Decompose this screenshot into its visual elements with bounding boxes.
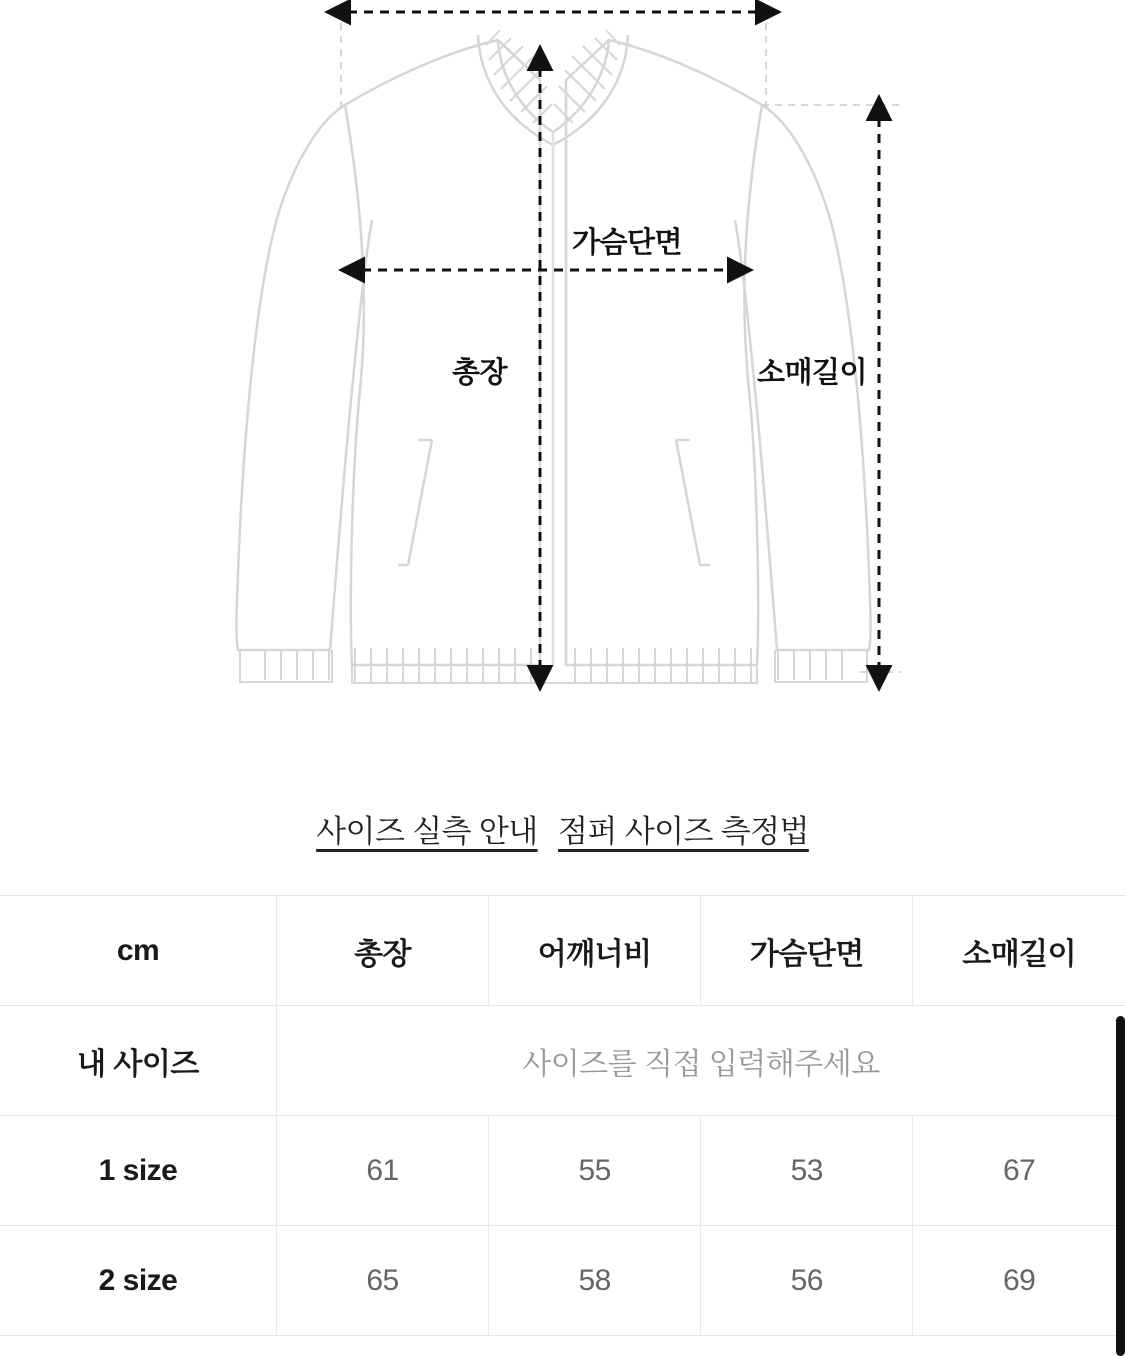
size-1-sleeve: 67 [913,1116,1125,1226]
diagram-label-total-length: 총장 [452,357,508,389]
size-2-chest: 56 [701,1226,913,1336]
table-header-row [0,896,1125,1006]
size-table [0,895,1125,1336]
size-2-sleeve: 69 [913,1226,1125,1336]
jumper-measure-link[interactable]: 점퍼 사이즈 측정법 [558,814,809,849]
measurement-arrow [348,12,879,668]
diagram-label-chest: 가슴단면 [572,227,683,259]
my-size-row [0,1006,1125,1116]
size-1-total-length: 61 [277,1116,489,1226]
guide-links [0,760,1125,895]
my-size-input[interactable]: 사이즈를 직접 입력해주세요 [277,1006,1125,1116]
size-2-shoulder: 58 [489,1226,701,1336]
table-row [0,1116,1125,1226]
table-row [0,1226,1125,1336]
size-row-label-2: 2 size [0,1226,277,1336]
my-size-label: 내 사이즈 [0,1006,277,1116]
table-header-total-length: 총장 [277,896,489,1006]
table-header-chest: 가슴단면 [701,896,913,1006]
size-1-chest: 53 [701,1116,913,1226]
table-header-sleeve: 소매길이 [913,896,1125,1006]
size-1-shoulder: 55 [489,1116,701,1226]
table-header-shoulder: 어깨너비 [489,896,701,1006]
scrollbar[interactable] [1116,1016,1125,1356]
diagram-label-sleeve-length: 소매길이 [757,357,868,389]
size-2-total-length: 65 [277,1226,489,1336]
table-header-unit: cm [0,896,277,1006]
size-guide-link[interactable]: 사이즈 실측 안내 [316,814,538,849]
size-row-label-1: 1 size [0,1116,277,1226]
